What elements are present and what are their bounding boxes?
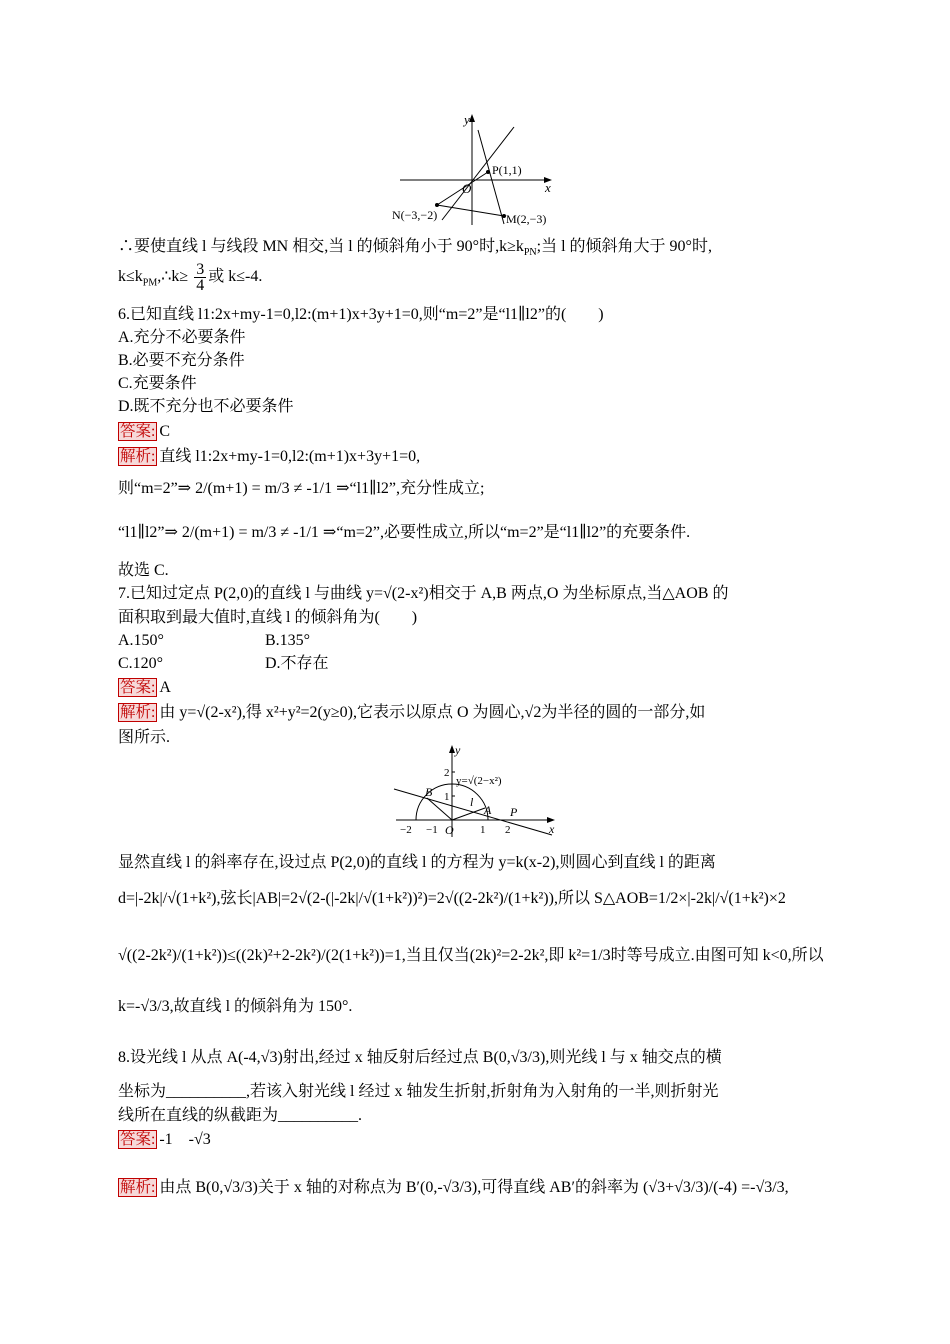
q8-stem-3: 线所在直线的纵截距为__________. (118, 1107, 363, 1124)
q7-analysis-1: 解析: 由 y=√(2-x²),得 x²+y²=2(y≥0),它表示以原点 O 为圆心,√2为半径的圆的一部分,如 (120, 704, 706, 721)
q7-analysis-2: 图所示. (118, 729, 171, 746)
answer-label: 答案: (120, 423, 156, 440)
analysis-label: 解析: (120, 704, 156, 721)
q7-option-b: B.135° (265, 632, 311, 649)
fig2-tick-xm2: −2 (400, 824, 412, 836)
q7-option-d: D.不存在 (265, 655, 329, 672)
analysis-label: 解析: (120, 448, 156, 465)
q6-stem: 6.已知直线 l1:2x+my-1=0,l2:(m+1)x+3y+1=0,则“m=2”是“l1∥l2”的( ) (118, 306, 604, 323)
fig2-tick-x1: 1 (480, 824, 486, 836)
q7-analysis-4: d=|-2k|/√(1+k²),弦长|AB|=2√(2-(|-2k|/√(1+k²))²)=2√((2-2k²)/(1+k²)),所以 S△AOB=1/2×|-2k|/√(1+k²)×2 (118, 890, 786, 907)
q7-answer: 答案: A (120, 679, 171, 696)
q7-stem-2: 面积取到最大值时,直线 l 的倾斜角为( ) (118, 609, 418, 626)
fig2-x-label: x (549, 822, 555, 836)
q5-line-2: $k\le k_{PM},\therefore k\ge$ $\frac{3}{4}$ 或 k≤-4. (118, 261, 263, 294)
fig2-tick-x2: 2 (505, 824, 511, 836)
fig1-point-p-label: P(1,1) (492, 163, 522, 177)
fig1-point-m-label: M(2,−3) (506, 212, 547, 226)
q6-option-d: D.既不充分也不必要条件 (118, 398, 294, 415)
q6-analysis-2: 则“m=2”⇒ 2/(m+1) = m/3 ≠ -1/1 ⇒“l1∥l2”,充分性成立; (118, 480, 485, 497)
q7-stem-1: 7.已知过定点 P(2,0)的直线 l 与曲线 y=√(2-x²)相交于 A,B 两点,O 为坐标原点,当△AOB 的 (118, 585, 729, 602)
fig2-tick-y2: 2 (444, 767, 450, 779)
figure-semicircle (392, 742, 564, 840)
fig2-point-b-label: B (425, 785, 433, 799)
fig2-tick-xm1: −1 (426, 824, 438, 836)
q7-analysis-5: √((2-2k²)/(1+k²))≤((2k)²+2-2k²)/(2(1+k²))=1,当且仅当(2k)²=2-2k²,即 k²=1/3时等号成立.由图可知 k<0,所以 (118, 947, 824, 964)
q8-analysis-1: 解析: 由点 B(0,√3/3)关于 x 轴的对称点为 B′(0,-√3/3),可得直线 AB′的斜率为 (√3+√3/3)/(-4) =-√3/3, (120, 1179, 789, 1196)
q6-option-b: B.必要不充分条件 (118, 352, 245, 369)
q7-option-a: A.150° (118, 632, 164, 649)
answer-label: 答案: (120, 679, 156, 696)
q6-option-c: C.充要条件 (118, 375, 197, 392)
q6-analysis-3: “l1∥l2”⇒ 2/(m+1) = m/3 ≠ -1/1 ⇒“m=2”,必要性成立,所以“m=2”是“l1∥l2”的充要条件. (118, 524, 691, 541)
fig2-curve-label: y=√(2−x²) (456, 775, 502, 787)
q7-analysis-3: 显然直线 l 的斜率存在,设过点 P(2,0)的直线 l 的方程为 y=k(x-2),则圆心到直线 l 的距离 (118, 854, 716, 871)
fig2-point-p-label: P (510, 805, 518, 819)
fig2-origin-label: O (445, 823, 454, 837)
q5-fraction: $\frac{3}{4}$ (196, 261, 205, 294)
fig1-origin-label: O (462, 181, 472, 196)
fig2-point-a-label: A (484, 803, 492, 817)
figure-lines-mn (392, 112, 572, 230)
fig2-y-label: y (455, 743, 461, 757)
q6-analysis-1: 解析: 直线 l1:2x+my-1=0,l2:(m+1)x+3y+1=0, (120, 448, 421, 465)
fig2-line-l-label: l (470, 795, 474, 809)
q8-answer: 答案: -1 -√3 (120, 1131, 211, 1148)
q6-answer: 答案: C (120, 423, 170, 440)
fig1-y-label: y (464, 112, 470, 127)
q6-option-a: A.充分不必要条件 (118, 329, 246, 346)
fig1-x-label: x (545, 180, 551, 195)
q7-option-c: C.120° (118, 655, 164, 672)
q8-stem-2: 坐标为__________,若该入射光线 l 经过 x 轴发生折射,折射角为入射角的一半,则折射光 (118, 1083, 719, 1100)
fig1-point-n-label: N(−3,−2) (392, 208, 438, 222)
answer-label: 答案: (120, 1131, 156, 1148)
fig2-tick-y1: 1 (444, 791, 450, 803)
q6-analysis-4: 故选 C. (118, 562, 169, 579)
q7-analysis-6: k=-√3/3,故直线 l 的倾斜角为 150°. (118, 998, 353, 1015)
q8-stem-1: 8.设光线 l 从点 A(-4,√3)射出,经过 x 轴反射后经过点 B(0,√3/3),则光线 l 与 x 轴交点的横 (118, 1049, 722, 1066)
analysis-label: 解析: (120, 1179, 156, 1196)
q5-line-1: ∴要使直线 l 与线段 MN 相交,当 l 的倾斜角小于 90°时$,k\ge k_{PN}$;当 l 的倾斜角大于 90°时, (118, 238, 712, 259)
